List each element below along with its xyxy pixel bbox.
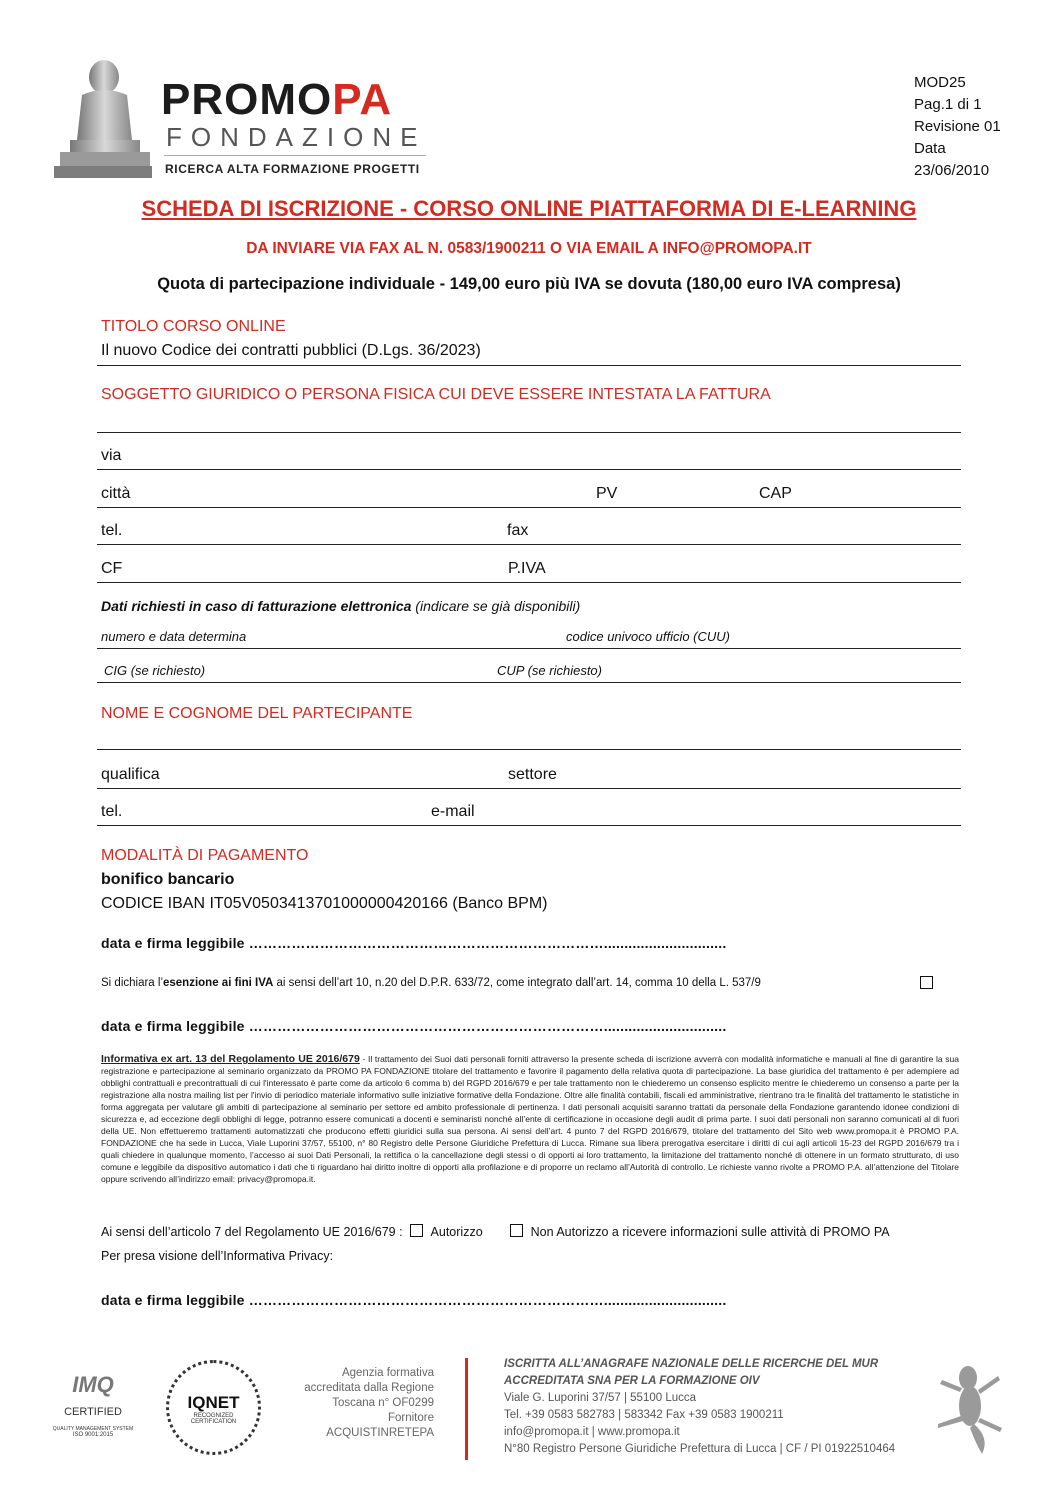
citta-label: città (101, 485, 131, 502)
not-authorize-checkbox[interactable] (510, 1224, 523, 1237)
signature-line-1[interactable]: data e firma leggibile ………………………………………………………………….............................. (101, 935, 727, 951)
contact-info (504, 1356, 895, 1458)
cf-label: CF (101, 560, 123, 577)
imq-iso: ISO 9001:2015 (72, 1432, 114, 1438)
quota-text: Quota di partecipazione individuale - 149,00 euro più IVA se dovuta (180,00 euro IVA compresa) (157, 275, 901, 293)
contact-web: info@promopa.it | www.promopa.it (504, 1426, 680, 1438)
imq-label: CERTIFIED (64, 1406, 122, 1418)
imq-small: QUALITY MANAGEMENT SYSTEM (52, 1426, 134, 1432)
privacy-notice (101, 1053, 959, 1185)
cf-line[interactable] (97, 582, 961, 583)
qualifica-label: qualifica (101, 766, 160, 783)
doc-meta (914, 72, 1001, 182)
email-label: e-mail (431, 803, 475, 820)
contact-address: Viale G. Luporini 37/57 | 55100 Lucca (504, 1392, 697, 1404)
agency-line-3: Toscana n° OF0299 (332, 1397, 434, 1409)
contact-bold-1: ISCRITTA ALL’ANAGRAFE NAZIONALE DELLE RICERCHE DEL MUR (504, 1358, 879, 1370)
consent-label: Ai sensi dell’articolo 7 del Regolamento UE 2016/679 : (101, 1225, 403, 1239)
privacy-vision: Per presa visione dell’Informativa Privacy: (101, 1249, 334, 1263)
authorize-label: Autorizzo (430, 1225, 483, 1239)
doc-page: Pag.1 di 1 (914, 96, 982, 113)
cig-label: CIG (se richiesto) (104, 663, 206, 678)
logo-brand: PROMOPA (161, 75, 393, 124)
cuu-label: codice univoco ufficio (CUU) (566, 629, 731, 644)
via-line[interactable] (97, 469, 961, 470)
payment-method: bonifico bancario (101, 871, 235, 888)
fax-label: fax (507, 522, 529, 539)
participant-heading: NOME E COGNOME DEL PARTECIPANTE (101, 705, 413, 722)
agency-line-1: Agenzia formativa (341, 1367, 434, 1379)
consent-row (101, 1224, 890, 1239)
logo-tagline: RICERCA ALTA FORMAZIONE PROGETTI (165, 162, 420, 176)
exemption-bold: esenzione ai fini IVA (163, 977, 274, 989)
payment-iban: CODICE IBAN IT05V0503413701000000420166 (Banco BPM) (101, 895, 548, 912)
iqnet-l2: CERTIFICATION (190, 1419, 237, 1425)
logo-subtitle: FONDAZIONE (166, 122, 427, 152)
course-heading: TITOLO CORSO ONLINE (101, 318, 286, 335)
logo-statue (52, 55, 152, 180)
piva-label: P.IVA (508, 560, 546, 577)
doc-date: 23/06/2010 (914, 162, 990, 179)
settore-label: settore (508, 766, 557, 783)
not-authorize-label: Non Autorizzo a ricevere informazioni sulle attività di PROMO PA (530, 1225, 890, 1239)
agency-info (286, 1366, 434, 1441)
exemption-post: ai sensi dell’art 10, n.20 del D.P.R. 633/72, come integrato dall’art. 14, comma 10 della L. 537/9 (273, 977, 761, 989)
signature-line-2[interactable]: data e firma leggibile ………………………………………………………………….............................. (101, 1018, 727, 1034)
gecko-icon (930, 1358, 1010, 1458)
form-title: SCHEDA DI ISCRIZIONE - CORSO ONLINE PIATTAFORMA DI E-LEARNING (141, 196, 917, 221)
iqnet-mark: IQNET (187, 1393, 240, 1412)
cup-label: CUP (se richiesto) (497, 663, 602, 678)
qualifica-line[interactable] (97, 788, 961, 789)
vat-exemption (101, 977, 761, 989)
tel-label: tel. (101, 522, 123, 539)
contact-phone: Tel. +39 0583 582783 | 583342 Fax +39 0583 1900211 (504, 1409, 784, 1421)
tel-line[interactable] (97, 544, 961, 545)
einvoice-heading (101, 598, 580, 614)
participant-name-line[interactable] (97, 749, 961, 750)
vat-exemption-checkbox[interactable] (920, 976, 933, 989)
agency-line-5: ACQUISTINRETEPA (326, 1427, 434, 1439)
form-subtitle: DA INVIARE VIA FAX AL N. 0583/1900211 O VIA EMAIL A INFO@PROMOPA.IT (246, 240, 812, 257)
doc-revision: Revisione 01 (914, 118, 1001, 135)
einvoice-note: (indicare se già disponibili) (415, 598, 581, 614)
einvoice-bold: Dati richiesti in caso di fatturazione elettronica (101, 598, 412, 614)
cig-line[interactable] (97, 682, 961, 683)
logo-divider (164, 155, 426, 156)
iqnet-logo (166, 1360, 261, 1455)
exemption-pre: Si dichiara l’ (101, 977, 163, 989)
cap-label: CAP (759, 485, 792, 502)
via-label: via (101, 447, 122, 464)
agency-line-4: Fornitore (387, 1412, 434, 1424)
billing-heading: SOGGETTO GIURIDICO O PERSONA FISICA CUI DEVE ESSERE INTESTATA LA FATTURA (101, 386, 771, 403)
determina-line[interactable] (97, 648, 961, 649)
authorize-checkbox[interactable] (410, 1224, 423, 1237)
doc-date-label: Data (914, 140, 946, 157)
pv-label: PV (596, 485, 618, 502)
contact-registry: N°80 Registro Persone Giuridiche Prefettura di Lucca | CF / PI 01922510464 (504, 1443, 896, 1455)
citta-line[interactable] (97, 507, 961, 508)
contact-bold-2: ACCREDITATA SNA PER LA FORMAZIONE OIV (504, 1375, 760, 1387)
course-title: Il nuovo Codice dei contratti pubblici (D.Lgs. 36/2023) (101, 342, 481, 359)
determina-label: numero e data determina (101, 629, 247, 644)
doc-code: MOD25 (914, 74, 966, 91)
privacy-title: Informativa ex art. 13 del Regolamento UE 2016/679 (101, 1053, 360, 1065)
course-line (97, 365, 961, 366)
privacy-text: - Il trattamento dei Suoi dati personali forniti attraverso la presente scheda di iscrizione avverrà con modalità informatiche e manuali al fine di garantire la sua registrazione e partecipazione al seminario organizzato da PROMO PA FONDAZIONE titolare del trattamento e favorire il pagamento della relativa quota di partecipazione. La base giuridica del trattamento è per adempiere ad obblighi contrattuali e precontrattuali di cui l'interessato è parte come da articolo 6 comma b) del RGPD 2016/679 e per tale trattamento non le chiederemo un consenso esplicito mentre le chiederemo un consenso a parte per la registrazione alla nostra mailing list per l'invio di periodico materiale informativo sulle iniziative formative della Fondazione. Oltre alle finalità contabili, fiscali ed amministrative, rientrano tra le finalità del trattamento le statistiche in forma aggregata per valutare gli ambiti di partecipazione al seminario per settore ed ambito professionale di pertinenza. I dati personali acquisiti saranno trattati da personale della Fondazione garantendo idonee condizioni di sicurezza e, ad eccezione degli obblighi di legge, potranno essere comunicati a docenti e seminaristi nonché all’ente di certificazione in occasione degli audit di prima parte. I suoi dati personali non saranno comunicati al di fuori della UE. Non effettueremo trattamenti automatizzati che producono effetti giuridici sulla sua persona. Ai sensi dell’art. 4 punto 7 del RGPD 2016/679, titolare del trattamento del Sito web www.promopa.it è PROMO P.A. FONDAZIONE che ha sede in Lucca, Viale Luporini 37/57, 55100, n° 80 Registro delle Persone Giuridiche Prefettura di Lucca. Rimane sua libera prerogativa esercitare i diritti di cui agli articoli 15-23 del RGPD 2016/679 tra i quali chiedere in qualunque momento, l’accesso ai suoi Dati Personali, la rettifica o la cancellazione degli stessi o di opporti ai loro trattamento, la limitazione del trattamento nonché di ottenere in un formato strutturato, di uso comune e leggibile da dispositivo automatico i dati che ti riguardano hai diritto inoltre di opporti alla profilazione e di proporre un reclamo all’Autorità di controllo. Le richieste vanno rivolte a PROMO P.A. all’attenzione del Titolare oppure scrivendo all’indirizzo email: privacy@promopa.it. (101, 1054, 959, 1184)
participant-tel-line[interactable] (97, 825, 961, 826)
iqnet-l1: RECOGNIZED (193, 1413, 234, 1419)
footer-divider (465, 1358, 468, 1460)
imq-mark: IMQ (72, 1372, 114, 1397)
signature-line-3[interactable]: data e firma leggibile ………………………………………………………………….............................. (101, 1292, 727, 1308)
billing-name-line[interactable] (97, 432, 961, 433)
payment-heading: MODALITÀ DI PAGAMENTO (101, 847, 309, 864)
agency-line-2: accreditata dalla Regione (304, 1382, 434, 1394)
participant-tel-label: tel. (101, 803, 123, 820)
imq-logo (48, 1360, 138, 1445)
